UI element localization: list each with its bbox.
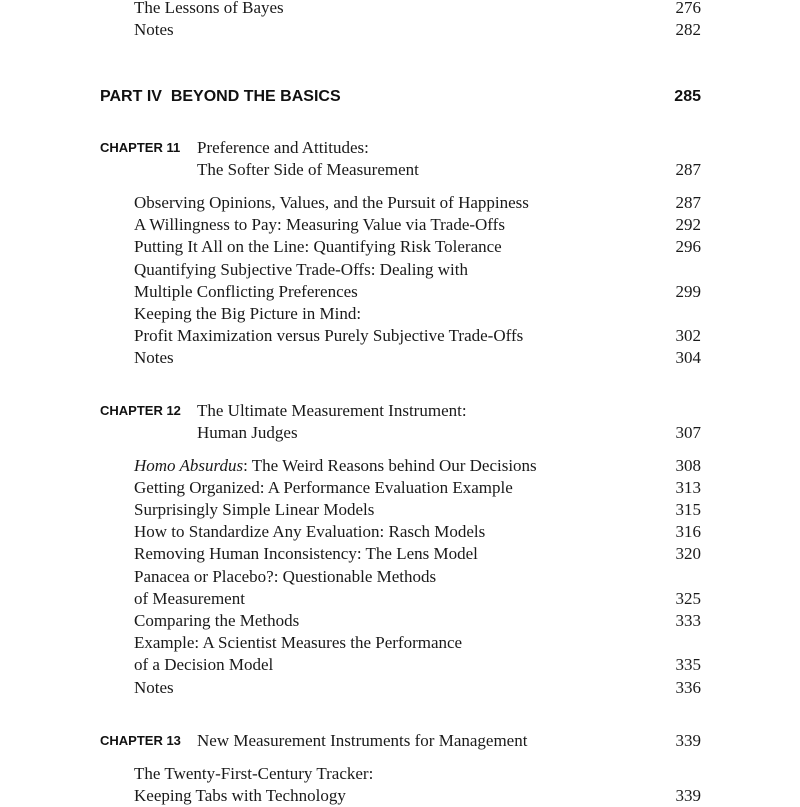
toc-entry xyxy=(134,214,701,236)
toc-entry-page: 315 xyxy=(675,500,701,519)
toc-entry-title: Comparing the Methods xyxy=(134,611,300,630)
toc-entry xyxy=(134,192,701,214)
toc-entry xyxy=(134,303,701,325)
toc-entry xyxy=(134,455,701,477)
toc-entry xyxy=(134,477,701,499)
toc-entry xyxy=(134,19,701,41)
toc-entry-title: Quantifying Subjective Trade-Offs: Dealing with xyxy=(134,260,468,279)
toc-entry-page: 313 xyxy=(675,478,701,497)
chapter-label: CHAPTER 12 xyxy=(100,403,181,418)
toc-entry-page: 336 xyxy=(675,678,701,697)
toc-entry-title: The Lessons of Bayes xyxy=(134,0,284,17)
toc-entry xyxy=(134,259,701,281)
toc-entry-page: 282 xyxy=(675,20,701,39)
toc-entry-page: 339 xyxy=(675,786,701,805)
toc-entry-title: Keeping Tabs with Technology xyxy=(134,786,346,805)
toc-entry xyxy=(134,236,701,258)
toc-entry-title: A Willingness to Pay: Measuring Value via Trade-Offs xyxy=(134,215,505,234)
toc-entry-title: Multiple Conflicting Preferences xyxy=(134,282,358,301)
chapter-label: CHAPTER 11 xyxy=(100,140,181,155)
toc-entry-title: Panacea or Placebo?: Questionable Methods xyxy=(134,567,437,586)
toc-entry-title: Notes xyxy=(134,348,174,367)
chapter-page: 339 xyxy=(675,731,701,750)
toc-entry-italic: Homo Absurdus xyxy=(134,456,244,475)
toc-entry xyxy=(134,347,701,369)
toc-entry-page: 320 xyxy=(675,544,701,563)
chapter-title-text: The Softer Side of Measurement xyxy=(197,160,419,179)
chapter-title-line xyxy=(197,159,701,181)
toc-entry xyxy=(134,763,701,785)
toc-entry-page: 333 xyxy=(675,611,701,630)
chapter-title-line xyxy=(197,137,701,159)
toc-entry xyxy=(134,325,701,347)
toc-entry-title: Notes xyxy=(134,678,174,697)
toc-entry-title: of Measurement xyxy=(134,589,245,608)
toc-entry xyxy=(134,610,701,632)
toc-entry-title: How to Standardize Any Evaluation: Rasch Models xyxy=(134,522,486,541)
toc-entry-page: 325 xyxy=(675,589,701,608)
toc-entry xyxy=(134,566,701,588)
toc-entry-page: 335 xyxy=(675,655,701,674)
toc-entry-title: Profit Maximization versus Purely Subjective Trade-Offs xyxy=(134,326,524,345)
chapter-title-text: Human Judges xyxy=(197,423,298,442)
part-page: 285 xyxy=(674,88,701,105)
toc-entry xyxy=(134,632,701,654)
chapter-title-text: New Measurement Instruments for Management xyxy=(197,731,528,750)
toc-entry-page: 308 xyxy=(675,456,701,475)
toc-entry xyxy=(134,521,701,543)
toc-entry-title: Getting Organized: A Performance Evaluation Example xyxy=(134,478,513,497)
toc-entry-title-rest: : The Weird Reasons behind Our Decisions xyxy=(243,456,537,475)
chapter-label: CHAPTER 13 xyxy=(100,733,181,748)
toc-entry-page: 296 xyxy=(675,237,701,256)
toc-entry-title: Putting It All on the Line: Quantifying Risk Tolerance xyxy=(134,237,502,256)
toc-entry-title: The Twenty-First-Century Tracker: xyxy=(134,764,374,783)
chapter-title-line xyxy=(197,422,701,444)
toc-entry-title: Example: A Scientist Measures the Performance xyxy=(134,633,463,652)
toc-entry xyxy=(134,543,701,565)
chapter-title-line xyxy=(197,730,701,752)
toc-entry xyxy=(134,588,701,610)
part-label: PART IV xyxy=(100,88,162,105)
toc-entry-title xyxy=(134,455,537,477)
chapter-title-line xyxy=(197,400,701,422)
toc-entry-page: 276 xyxy=(675,0,701,17)
toc-entry-title: Notes xyxy=(134,20,174,39)
toc-entry-page: 287 xyxy=(675,193,701,212)
part-heading xyxy=(100,85,701,109)
chapter-page: 307 xyxy=(675,423,701,442)
toc-entry xyxy=(134,499,701,521)
toc-entry xyxy=(134,785,701,807)
toc-entry xyxy=(134,654,701,676)
toc-entry-page: 316 xyxy=(675,522,701,541)
chapter-title-text: The Ultimate Measurement Instrument: xyxy=(197,401,467,420)
toc-entry-page: 292 xyxy=(675,215,701,234)
toc-entry-title: Observing Opinions, Values, and the Pursuit of Happiness xyxy=(134,193,529,212)
part-title: BEYOND THE BASICS xyxy=(170,88,341,105)
chapter-page: 287 xyxy=(675,160,701,179)
toc-entry xyxy=(134,677,701,699)
toc-entry-page: 304 xyxy=(675,348,701,367)
chapter-title-text: Preference and Attitudes: xyxy=(197,138,369,157)
toc-entry-page: 299 xyxy=(675,282,701,301)
toc-entry-title: Removing Human Inconsistency: The Lens Model xyxy=(134,544,478,563)
toc-entry-title: Surprisingly Simple Linear Models xyxy=(134,500,375,519)
toc-entry-page: 302 xyxy=(675,326,701,345)
toc-entry xyxy=(134,0,701,19)
toc-entry-title: of a Decision Model xyxy=(134,655,274,674)
toc-entry-title: Keeping the Big Picture in Mind: xyxy=(134,304,362,323)
toc-entry xyxy=(134,281,701,303)
